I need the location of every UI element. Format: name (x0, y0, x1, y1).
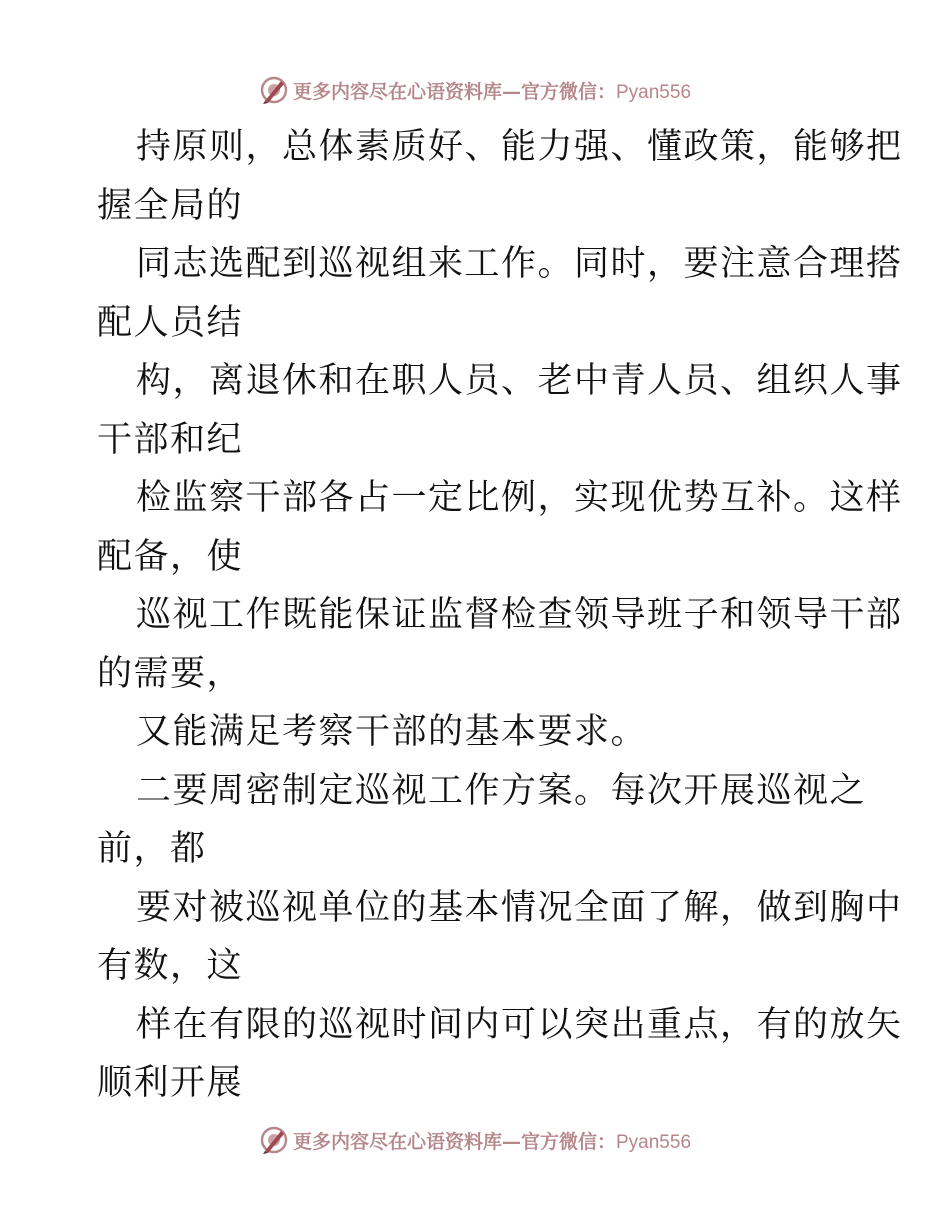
text-line: 握全局的 (97, 185, 244, 226)
footer-banner (0, 1120, 950, 1160)
text-line: 样在有限的巡视时间内可以突出重点，有的放矢 (136, 1004, 903, 1045)
text-line: 干部和纪 (97, 419, 244, 460)
text-line: 有数，这 (97, 946, 244, 986)
text-line: 又能满足考察干部的基本要求。 (136, 712, 648, 752)
document-body (97, 118, 903, 1113)
text-line: 配备，使 (97, 536, 244, 577)
text-line: 检监察干部各占一定比例，实现优势互补。这样 (136, 478, 903, 518)
footer-banner-text: 更多内容尽在心语资料库—官方微信：Pyan556 (292, 1130, 692, 1153)
footer-wechat-id: Pyan556 (616, 1131, 692, 1153)
text-line: 巡视工作既能保证监督检查领导班子和领导干部 (136, 595, 903, 635)
text-line: 同志选配到巡视组来工作。同时，要注意合理搭 (136, 244, 903, 284)
text-line: 构，离退休和在职人员、老中青人员、组织人事 (136, 361, 903, 401)
pen-circle-logo-icon (259, 1125, 289, 1155)
text-line: 的需要， (97, 653, 244, 694)
header-banner (0, 70, 950, 110)
text-line: 前，都 (97, 829, 207, 869)
text-line: 持原则，总体素质好、能力强、懂政策，能够把 (136, 127, 903, 167)
text-line: 要对被巡视单位的基本情况全面了解，做到胸中 (136, 887, 903, 928)
pen-circle-logo-icon (259, 75, 289, 105)
header-wechat-id: Pyan556 (616, 81, 692, 103)
text-line: 顺利开展 (97, 1063, 244, 1103)
header-banner-text: 更多内容尽在心语资料库—官方微信：Pyan556 (292, 80, 692, 103)
text-line: 配人员结 (97, 302, 244, 343)
text-line: 二要周密制定巡视工作方案。每次开展巡视之 (136, 770, 867, 811)
